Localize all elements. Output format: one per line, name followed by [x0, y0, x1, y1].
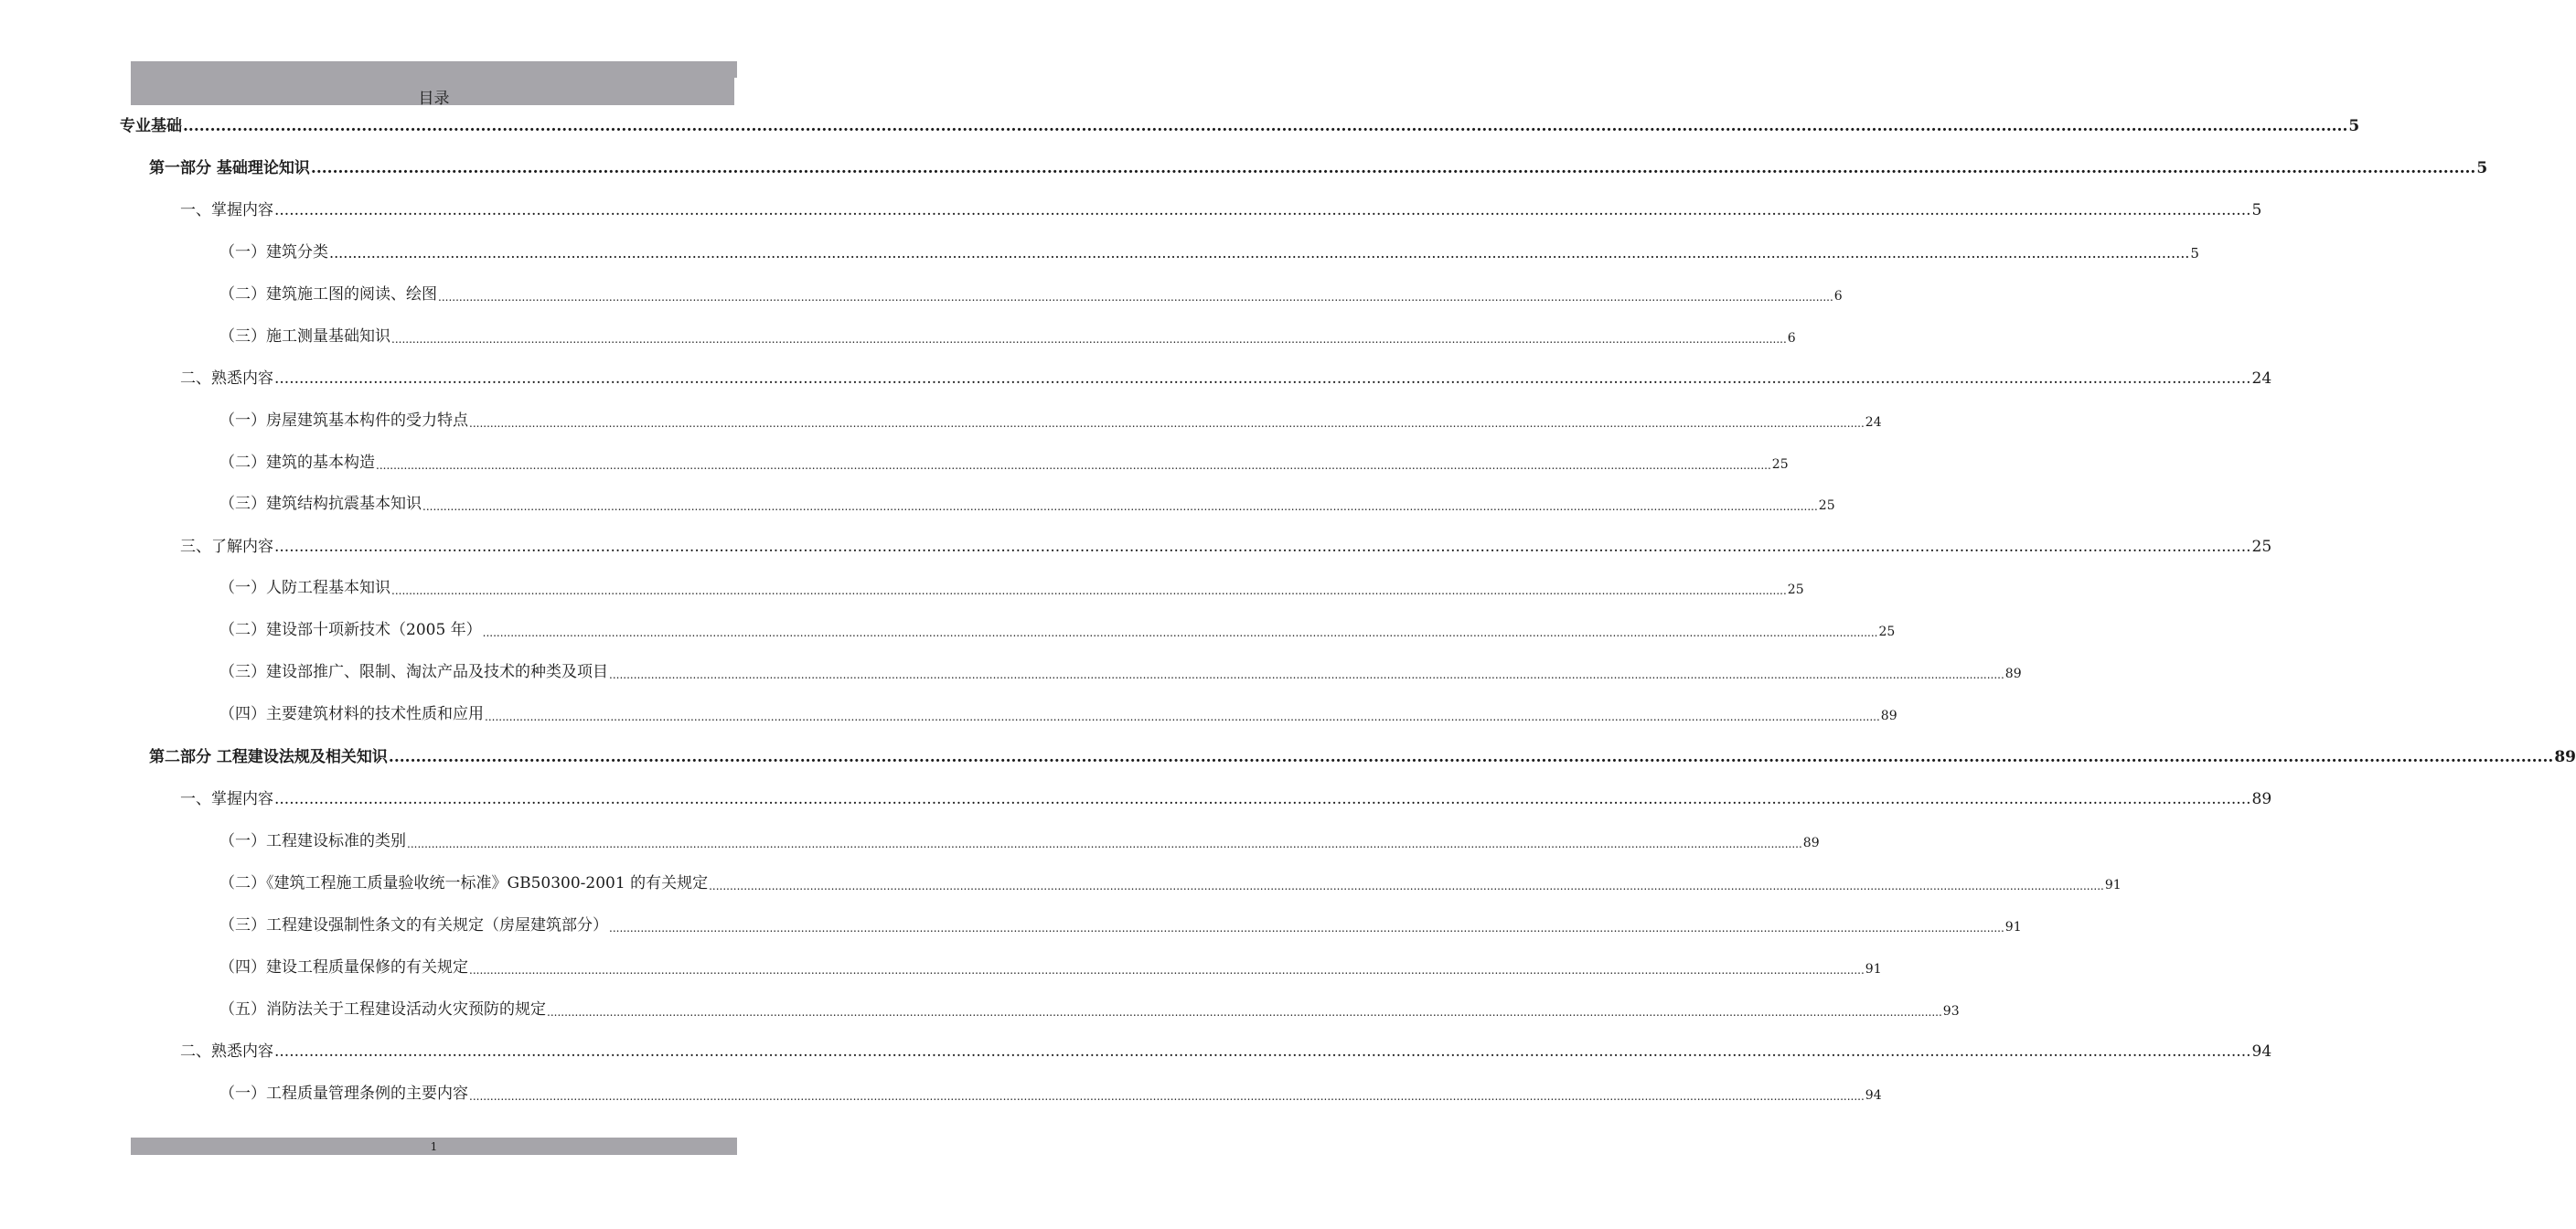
toc-leader-dots: ................................................................................................................................................................................................................................................................................................................................................................................................................ — [709, 880, 2104, 892]
toc-leader-dots: ................................................................................................................................................................................................................................................................................................................................................................................................................ — [609, 922, 2004, 935]
toc-entry-label: （一）工程建设标准的类别 — [219, 832, 406, 850]
page-number: 1 — [430, 1140, 438, 1153]
toc-entry[interactable] — [219, 491, 1835, 513]
toc-entry-page: 24 — [2251, 369, 2272, 388]
toc-entry-page: 91 — [2004, 920, 2022, 935]
toc-entry[interactable] — [180, 534, 2272, 556]
toc-entry[interactable] — [219, 659, 2022, 681]
toc-entry-label: 一、掌握内容 — [180, 790, 273, 808]
toc-leader-dots: ................................................................................................................................................................................................................................................................................................................................................................................................................ — [547, 1006, 1942, 1019]
toc-entry-page: 25 — [1787, 582, 1804, 597]
toc-leader-dots: ................................................................................................................................................................................................................................................................................................................................................................................................................ — [274, 369, 2251, 388]
toc-entry[interactable] — [219, 701, 1897, 723]
toc-entry-label: （三）施工测量基础知识 — [219, 327, 390, 346]
toc-leader-dots: ................................................................................................................................................................................................................................................................................................................................................................................................................ — [391, 333, 1787, 346]
toc-leader-dots: ................................................................................................................................................................................................................................................................................................................................................................................................................ — [469, 1090, 1865, 1103]
toc-entry[interactable] — [180, 198, 2262, 219]
toc-entry-page: 91 — [1865, 962, 1882, 977]
toc-leader-dots: ................................................................................................................................................................................................................................................................................................................................................................................................................ — [388, 748, 2554, 766]
toc-entry[interactable] — [219, 450, 1789, 472]
toc-entry[interactable] — [219, 324, 1796, 346]
toc-leader-dots: ................................................................................................................................................................................................................................................................................................................................................................................................................ — [438, 291, 1833, 304]
toc-entry-label: （二）建筑施工图的阅读、绘图 — [219, 285, 437, 304]
toc-leader-dots: ................................................................................................................................................................................................................................................................................................................................................................................................................ — [469, 417, 1865, 430]
toc-entry-page: 25 — [2251, 538, 2272, 556]
toc-entry[interactable] — [219, 955, 1882, 977]
toc-entry-label: （五）消防法关于工程建设活动火灾预防的规定 — [219, 1000, 546, 1019]
toc-entry-label: （二）《建筑工程施工质量验收统一标准》GB50300-2001 的有关规定 — [219, 874, 709, 892]
toc-entry-page: 25 — [1818, 498, 1835, 513]
toc-leader-dots: ................................................................................................................................................................................................................................................................................................................................................................................................................ — [482, 626, 1878, 639]
toc-leader-dots: ................................................................................................................................................................................................................................................................................................................................................................................................................ — [485, 711, 1880, 723]
toc-entry-page: 94 — [2251, 1042, 2272, 1061]
toc-entry-page: 93 — [1942, 1004, 1960, 1019]
toc-entry-page: 89 — [2004, 667, 2022, 681]
toc-entry-label: （三）建筑结构抗震基本知识 — [219, 495, 422, 513]
toc-entry-label: （一）房屋建筑基本构件的受力特点 — [219, 411, 468, 430]
toc-entry-label: 三、了解内容 — [180, 538, 273, 556]
toc-entry-page: 89 — [1802, 836, 1820, 850]
toc-entry-label: （四）建设工程质量保修的有关规定 — [219, 958, 468, 977]
toc-entry[interactable] — [219, 871, 2122, 892]
toc-entry-page: 6 — [1833, 289, 1843, 304]
toc-entry[interactable] — [149, 744, 2576, 766]
toc-leader-dots: ................................................................................................................................................................................................................................................................................................................................................................................................................ — [274, 538, 2251, 556]
toc-entry-label: 一、掌握内容 — [180, 201, 273, 219]
toc-leader-dots: ................................................................................................................................................................................................................................................................................................................................................................................................................ — [422, 500, 1818, 513]
toc-entry-label: （四）主要建筑材料的技术性质和应用 — [219, 705, 484, 723]
toc-entry-page: 5 — [2251, 201, 2262, 219]
toc-entry-page: 94 — [1865, 1088, 1882, 1103]
toc-entry[interactable] — [180, 1039, 2272, 1061]
toc-entry-label: 二、熟悉内容 — [180, 1042, 273, 1061]
toc-entry-page: 89 — [2554, 748, 2576, 766]
toc-entry-label: （一）人防工程基本知识 — [219, 579, 390, 597]
toc-entry-page: 5 — [2476, 159, 2488, 177]
toc-entry[interactable] — [219, 408, 1882, 430]
toc-leader-dots: ................................................................................................................................................................................................................................................................................................................................................................................................................ — [407, 838, 1802, 850]
toc-entry[interactable] — [219, 997, 1960, 1019]
toc-leader-dots: ................................................................................................................................................................................................................................................................................................................................................................................................................ — [274, 790, 2251, 808]
toc-entry-label: （一）建筑分类 — [219, 243, 328, 262]
toc-title: 目录 — [418, 90, 450, 108]
toc-entry-label: 专业基础 — [120, 117, 182, 135]
toc-entry-label: （三）建设部推广、限制、淘汰产品及技术的种类及项目 — [219, 663, 608, 681]
toc-leader-dots: ................................................................................................................................................................................................................................................................................................................................................................................................................ — [609, 668, 2004, 681]
toc-leader-dots: ................................................................................................................................................................................................................................................................................................................................................................................................................ — [274, 1042, 2251, 1061]
toc-leader-dots: ................................................................................................................................................................................................................................................................................................................................................................................................................ — [183, 117, 2348, 135]
toc-leader-dots: ................................................................................................................................................................................................................................................................................................................................................................................................................ — [469, 964, 1865, 977]
toc-entry-page: 25 — [1771, 457, 1789, 472]
toc-entry[interactable] — [180, 786, 2272, 808]
toc-entry-page: 5 — [2348, 117, 2360, 135]
toc-entry-page: 89 — [1880, 709, 1897, 723]
toc-entry-label: 第二部分 工程建设法规及相关知识 — [149, 748, 388, 766]
toc-entry-page: 6 — [1787, 331, 1796, 346]
toc-leader-dots: ................................................................................................................................................................................................................................................................................................................................................................................................................ — [391, 584, 1787, 597]
toc-entry[interactable] — [120, 113, 2360, 135]
toc-entry[interactable] — [219, 913, 2022, 935]
toc-leader-dots: ................................................................................................................................................................................................................................................................................................................................................................................................................ — [376, 459, 1771, 472]
toc-entry-page: 89 — [2251, 790, 2272, 808]
header-band — [131, 61, 737, 78]
toc-entry-label: （一）工程质量管理条例的主要内容 — [219, 1085, 468, 1103]
toc-entry-page: 5 — [2190, 245, 2199, 262]
toc-entry[interactable] — [219, 1081, 1882, 1103]
toc-entry-label: （三）工程建设强制性条文的有关规定（房屋建筑部分） — [219, 916, 608, 935]
toc-entry[interactable] — [219, 240, 2199, 262]
toc-entry-label: 二、熟悉内容 — [180, 369, 273, 388]
toc-entry-label: 第一部分 基础理论知识 — [149, 159, 310, 177]
toc-entry[interactable] — [219, 575, 1804, 597]
toc-entry[interactable] — [219, 617, 1896, 639]
toc-leader-dots: ................................................................................................................................................................................................................................................................................................................................................................................................................ — [274, 201, 2251, 219]
toc-entry-label: （二）建筑的基本构造 — [219, 454, 375, 472]
toc-entry-label: （二）建设部十项新技术（2005 年） — [219, 621, 482, 639]
toc-entry-page: 25 — [1878, 625, 1896, 639]
toc-entry[interactable] — [219, 828, 1820, 850]
toc-entry[interactable] — [219, 282, 1843, 304]
toc-leader-dots: ................................................................................................................................................................................................................................................................................................................................................................................................................ — [329, 244, 2190, 262]
toc-entry[interactable] — [149, 155, 2488, 177]
toc-entry[interactable] — [180, 366, 2272, 388]
toc-entry-page: 91 — [2104, 878, 2122, 892]
toc-leader-dots: ................................................................................................................................................................................................................................................................................................................................................................................................................ — [310, 159, 2476, 177]
toc-entry-page: 24 — [1865, 415, 1882, 430]
